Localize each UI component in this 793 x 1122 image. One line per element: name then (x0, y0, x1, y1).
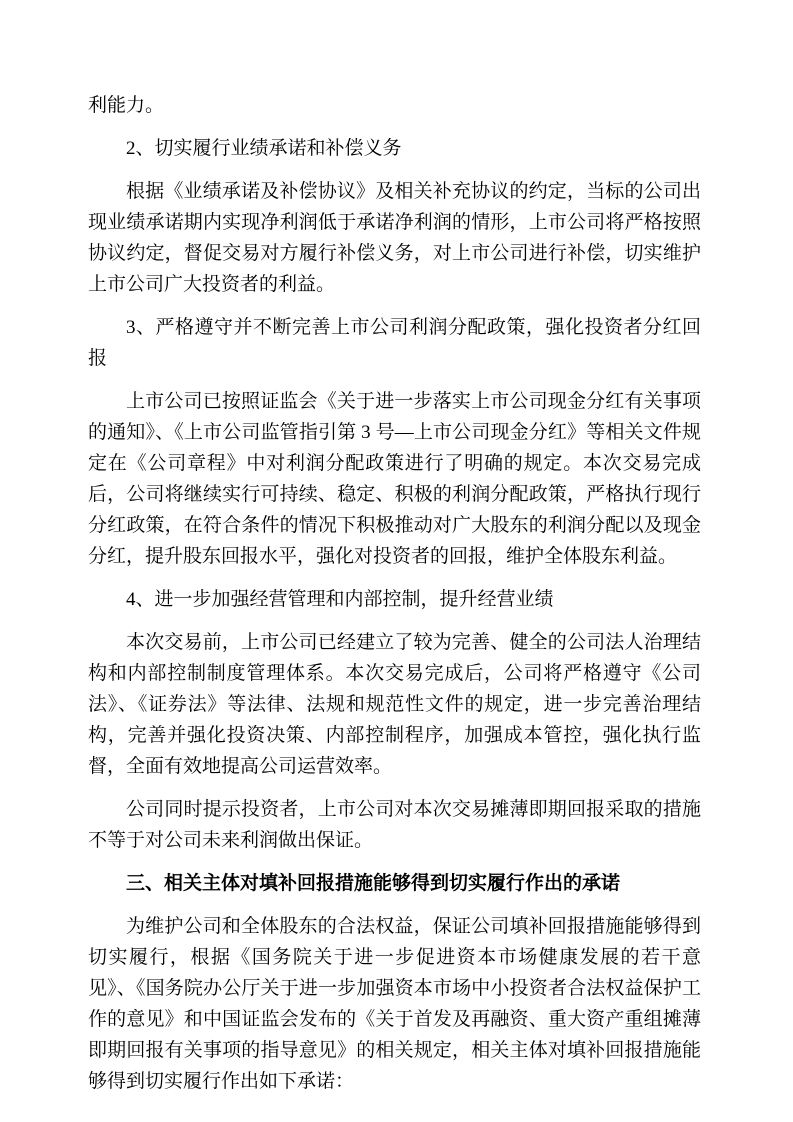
paragraph: 根据《业绩承诺及补偿协议》及相关补充协议的约定，当标的公司出现业绩承诺期内实现净利润低于承诺净利润的情形，上市公司将严格按照协议约定，督促交易对方履行补偿义务，对上市公司进行补偿，切实维护上市公司广大投资者的利益。 (88, 181, 701, 295)
paragraph: 公司同时提示投资者，上市公司对本次交易摊薄即期回报采取的措施不等于对公司未来利润做出保证。 (88, 799, 701, 851)
section-heading-2: 2、切实履行业绩承诺和补偿义务 (126, 138, 402, 159)
chapter-heading-3: 三、相关主体对填补回报措施能够得到切实履行作出的承诺 (126, 873, 621, 894)
section-heading-4: 4、进一步加强经营管理和内部控制，提升经营业绩 (126, 589, 554, 610)
paragraph: 本次交易前，上市公司已经建立了较为完善、健全的公司法人治理结构和内部控制制度管理体系。本次交易完成后，公司将严格遵守《公司法》、《证券法》等法律、法规和规范性文件的规定，进一步完善治理结构，完善并强化投资决策、内部控制程序，加强成本管控，强化执行监督，全面有效地提高公司运营效率。 (88, 632, 701, 777)
paragraph-continued: 利能力。 (88, 95, 165, 116)
paragraph: 上市公司已按照证监会《关于进一步落实上市公司现金分红有关事项的通知》、《上市公司监管指引第 3 号—上市公司现金分红》等相关文件规定在《公司章程》中对利润分配政策进行了明确的规定。本次交易完成后，公司将继续实行可持续、稳定、积极的利润分配政策，严格执行现行分红政策，在符合条件的情况下积极推动对广大股东的利润分配以及现金分红，提升股东回报水平，强化对投资者的回报，维护全体股东利益。 (88, 391, 701, 567)
paragraph: 为维护公司和全体股东的合法权益，保证公司填补回报措施能够得到切实履行，根据《国务院关于进一步促进资本市场健康发展的若干意见》、《国务院办公厅关于进一步加强资本市场中小投资者合法权益保护工作的意见》和中国证监会发布的《关于首发及再融资、重大资产重组摊薄即期回报有关事项的指导意见》的相关规定，相关主体对填补回报措施能够得到切实履行作出如下承诺： (88, 916, 701, 1092)
section-heading-3: 3、严格遵守并不断完善上市公司利润分配政策，强化投资者分红回报 (88, 317, 701, 369)
